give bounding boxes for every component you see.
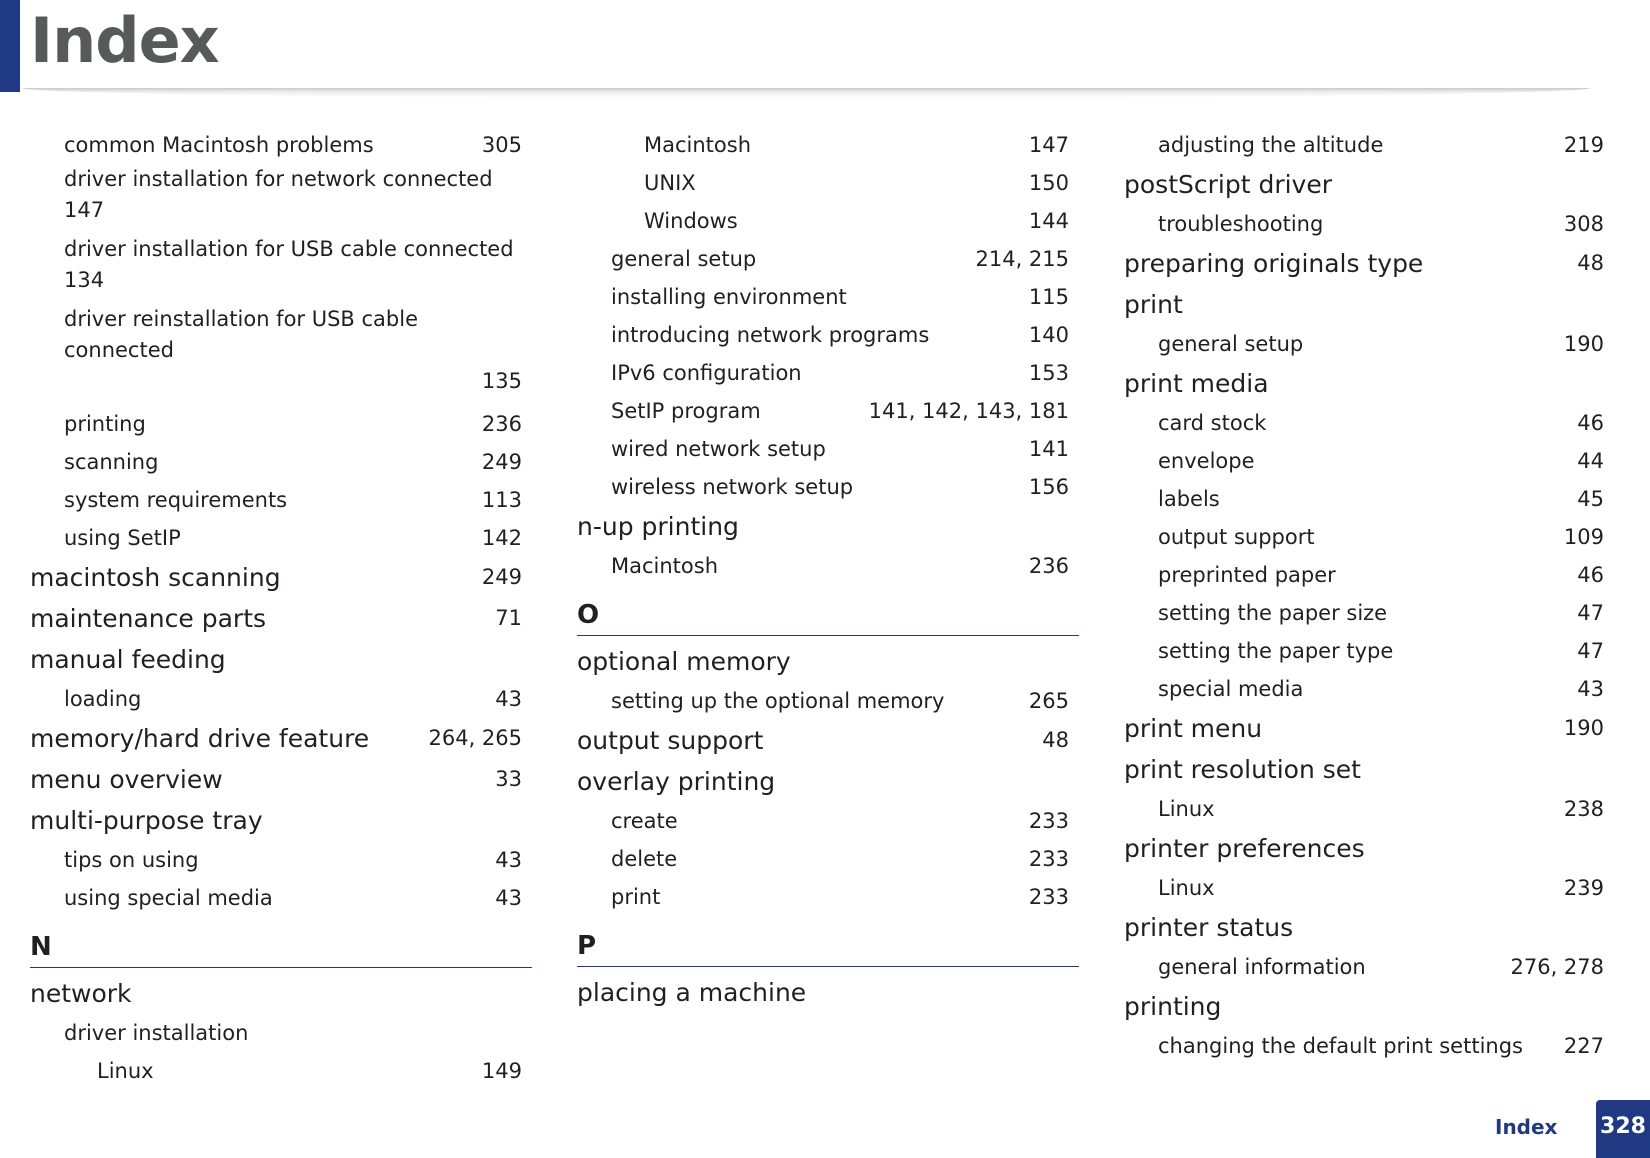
index-term: installing environment bbox=[611, 285, 847, 309]
index-entry bbox=[30, 557, 532, 598]
index-term: print media bbox=[1124, 369, 1269, 398]
index-subentry bbox=[577, 202, 1079, 240]
page-reference[interactable]: 135 bbox=[481, 369, 522, 393]
index-subentry bbox=[30, 879, 532, 917]
page-reference[interactable]: 43 bbox=[495, 687, 522, 711]
index-subentry bbox=[30, 481, 532, 519]
index-term: system requirements bbox=[64, 488, 288, 512]
index-term: card stock bbox=[1158, 411, 1267, 435]
page-reference[interactable]: 141 bbox=[1028, 437, 1069, 461]
index-subentry bbox=[577, 164, 1079, 202]
index-subentry bbox=[30, 1052, 532, 1090]
index-entry bbox=[1124, 986, 1614, 1027]
index-term: printer preferences bbox=[1124, 834, 1365, 863]
index-subentry bbox=[1124, 632, 1614, 670]
index-term: general setup bbox=[611, 247, 757, 271]
index-entry bbox=[30, 759, 532, 800]
page-reference[interactable]: 33 bbox=[495, 767, 522, 791]
page-reference[interactable]: 265 bbox=[1028, 689, 1069, 713]
index-entry bbox=[577, 641, 1079, 682]
index-subentry bbox=[577, 354, 1079, 392]
page-reference[interactable]: 43 bbox=[495, 848, 522, 872]
page-number-badge: 328 bbox=[1596, 1100, 1650, 1158]
index-entry bbox=[30, 639, 532, 680]
index-term: setting the paper size bbox=[1158, 601, 1388, 625]
section-divider bbox=[577, 966, 1079, 967]
index-subentry bbox=[30, 234, 532, 304]
index-term: multi-purpose tray bbox=[30, 806, 263, 835]
index-subentry bbox=[30, 405, 532, 443]
index-term: loading bbox=[64, 687, 142, 711]
section-letter: P bbox=[577, 931, 597, 961]
index-entry bbox=[577, 761, 1079, 802]
page-reference[interactable]: 156 bbox=[1028, 475, 1069, 499]
page-reference[interactable]: 46 bbox=[1577, 411, 1604, 435]
page-reference[interactable]: 48 bbox=[1042, 728, 1069, 752]
index-term: using special media bbox=[64, 886, 273, 910]
index-term: driver installation for network connected bbox=[64, 167, 493, 191]
page-reference[interactable]: 43 bbox=[495, 886, 522, 910]
section-divider bbox=[577, 635, 1079, 636]
index-term: delete bbox=[611, 847, 678, 871]
section-letter: N bbox=[30, 932, 52, 962]
index-term: output support bbox=[1158, 525, 1315, 549]
index-term: special media bbox=[1158, 677, 1304, 701]
index-subentry bbox=[30, 841, 532, 879]
page-reference[interactable]: 153 bbox=[1028, 361, 1069, 385]
page-reference[interactable]: 140 bbox=[1028, 323, 1069, 347]
page-reference[interactable]: 109 bbox=[1563, 525, 1604, 549]
index-term: n-up printing bbox=[577, 512, 739, 541]
index-subentry bbox=[1124, 869, 1614, 907]
index-entry bbox=[577, 972, 1079, 1013]
index-term: wireless network setup bbox=[611, 475, 854, 499]
index-term: Windows bbox=[644, 209, 738, 233]
page-reference[interactable]: 236 bbox=[481, 412, 522, 436]
page-reference[interactable]: 147 bbox=[64, 198, 105, 222]
index-term: setting the paper type bbox=[1158, 639, 1394, 663]
page-reference[interactable]: 264, 265 bbox=[428, 726, 522, 750]
index-subentry bbox=[1124, 948, 1614, 986]
index-subentry bbox=[577, 316, 1079, 354]
page-reference[interactable]: 190 bbox=[1563, 332, 1604, 356]
index-entry bbox=[577, 506, 1079, 547]
index-term: create bbox=[611, 809, 678, 833]
index-subentry bbox=[577, 126, 1079, 164]
index-term: driver installation for USB cable connected bbox=[64, 237, 514, 261]
page-title: Index bbox=[30, 4, 219, 77]
page-reference[interactable]: 46 bbox=[1577, 563, 1604, 587]
index-term: scanning bbox=[64, 450, 159, 474]
footer-label: Index bbox=[1495, 1115, 1558, 1139]
page-reference[interactable]: 150 bbox=[1028, 171, 1069, 195]
index-entry bbox=[1124, 708, 1614, 749]
index-subentry bbox=[577, 840, 1079, 878]
index-term: driver reinstallation for USB cable connected bbox=[64, 307, 419, 362]
index-subentry bbox=[577, 240, 1079, 278]
index-subentry bbox=[1124, 205, 1614, 243]
index-term: Linux bbox=[97, 1059, 154, 1083]
page-reference[interactable]: 239 bbox=[1563, 876, 1604, 900]
index-term: print bbox=[1124, 290, 1183, 319]
index-term: printing bbox=[1124, 992, 1222, 1021]
index-term: optional memory bbox=[577, 647, 791, 676]
index-term: preparing originals type bbox=[1124, 249, 1424, 278]
page-reference[interactable]: 149 bbox=[481, 1059, 522, 1083]
page-reference[interactable]: 47 bbox=[1577, 601, 1604, 625]
page-reference[interactable]: 47 bbox=[1577, 639, 1604, 663]
index-term: overlay printing bbox=[577, 767, 776, 796]
index-term: envelope bbox=[1158, 449, 1255, 473]
index-term: common Macintosh problems bbox=[64, 133, 374, 157]
index-term: tips on using bbox=[64, 848, 199, 872]
index-subentry bbox=[1124, 442, 1614, 480]
index-term: driver installation bbox=[64, 1021, 249, 1045]
index-term: introducing network programs bbox=[611, 323, 930, 347]
index-subentry bbox=[1124, 1027, 1614, 1065]
page-reference[interactable]: 115 bbox=[1028, 285, 1069, 309]
index-entry bbox=[1124, 284, 1614, 325]
index-entry bbox=[30, 973, 532, 1014]
index-term: general information bbox=[1158, 955, 1366, 979]
index-subentry bbox=[1124, 518, 1614, 556]
index-term: Macintosh bbox=[644, 133, 752, 157]
section-letter: O bbox=[577, 600, 600, 630]
index-entry bbox=[1124, 243, 1614, 284]
index-column-2 bbox=[577, 126, 1079, 1013]
index-term: output support bbox=[577, 726, 764, 755]
page-reference[interactable]: 45 bbox=[1577, 487, 1604, 511]
index-subentry bbox=[1124, 325, 1614, 363]
page-reference[interactable]: 147 bbox=[1028, 133, 1069, 157]
index-entry bbox=[1124, 828, 1614, 869]
index-column-1 bbox=[30, 126, 532, 1090]
index-subentry bbox=[577, 682, 1079, 720]
page-reference[interactable]: 308 bbox=[1563, 212, 1604, 236]
page-reference[interactable]: 233 bbox=[1028, 809, 1069, 833]
index-term: menu overview bbox=[30, 765, 223, 794]
index-term: setting up the optional memory bbox=[611, 689, 945, 713]
index-term: memory/hard drive feature bbox=[30, 724, 370, 753]
index-subentry bbox=[30, 443, 532, 481]
index-subentry bbox=[577, 468, 1079, 506]
index-subentry bbox=[30, 126, 532, 164]
index-term: print menu bbox=[1124, 714, 1263, 743]
page-reference[interactable]: 233 bbox=[1028, 847, 1069, 871]
index-term: SetIP program bbox=[611, 399, 761, 423]
page-reference[interactable]: 276, 278 bbox=[1510, 955, 1604, 979]
index-term: print bbox=[611, 885, 661, 909]
index-term: UNIX bbox=[644, 171, 696, 195]
page-reference[interactable]: 249 bbox=[481, 450, 522, 474]
page-reference[interactable]: 227 bbox=[1563, 1034, 1604, 1058]
index-subentry bbox=[1124, 670, 1614, 708]
index-term: manual feeding bbox=[30, 645, 226, 674]
index-term: Macintosh bbox=[611, 554, 719, 578]
index-subentry bbox=[577, 802, 1079, 840]
index-subentry bbox=[1124, 480, 1614, 518]
index-term: wired network setup bbox=[611, 437, 826, 461]
index-term: print resolution set bbox=[1124, 755, 1361, 784]
index-term: maintenance parts bbox=[30, 604, 267, 633]
page-reference[interactable]: 71 bbox=[495, 606, 522, 630]
page-reference[interactable]: 113 bbox=[481, 488, 522, 512]
index-term: Linux bbox=[1158, 876, 1215, 900]
index-subentry bbox=[1124, 594, 1614, 632]
index-entry bbox=[30, 598, 532, 639]
page-reference[interactable]: 48 bbox=[1577, 251, 1604, 275]
index-subentry bbox=[577, 392, 1079, 430]
index-subentry bbox=[1124, 790, 1614, 828]
index-entry bbox=[1124, 749, 1614, 790]
index-term: placing a machine bbox=[577, 978, 807, 1007]
title-divider bbox=[22, 88, 1590, 98]
index-term: printing bbox=[64, 412, 146, 436]
index-entry bbox=[1124, 164, 1614, 205]
page-reference[interactable]: 44 bbox=[1577, 449, 1604, 473]
index-entry bbox=[1124, 363, 1614, 404]
section-divider bbox=[30, 967, 532, 968]
index-subentry bbox=[577, 278, 1079, 316]
page-reference[interactable]: 236 bbox=[1028, 554, 1069, 578]
index-term: network bbox=[30, 979, 132, 1008]
page-reference[interactable]: 144 bbox=[1028, 209, 1069, 233]
index-term: preprinted paper bbox=[1158, 563, 1336, 587]
index-entry bbox=[1124, 907, 1614, 948]
index-term: general setup bbox=[1158, 332, 1304, 356]
page-reference[interactable]: 142 bbox=[481, 526, 522, 550]
page-reference[interactable]: 219 bbox=[1563, 133, 1604, 157]
index-subentry bbox=[30, 164, 532, 234]
index-subentry bbox=[30, 519, 532, 557]
index-term: adjusting the altitude bbox=[1158, 133, 1384, 157]
index-entry bbox=[30, 718, 532, 759]
index-subentry bbox=[30, 304, 532, 405]
page-reference[interactable]: 134 bbox=[64, 268, 105, 292]
title-accent-bar bbox=[0, 0, 20, 92]
page-reference[interactable]: 249 bbox=[481, 565, 522, 589]
index-term: using SetIP bbox=[64, 526, 181, 550]
page-reference[interactable]: 43 bbox=[1577, 677, 1604, 701]
index-term: troubleshooting bbox=[1158, 212, 1324, 236]
index-term: labels bbox=[1158, 487, 1220, 511]
page-reference[interactable]: 190 bbox=[1563, 716, 1604, 740]
index-subentry bbox=[1124, 404, 1614, 442]
index-subentry bbox=[577, 878, 1079, 916]
page-reference[interactable]: 141, 142, 143, 181 bbox=[868, 399, 1069, 423]
index-subentry bbox=[1124, 126, 1614, 164]
index-term: Linux bbox=[1158, 797, 1215, 821]
index-entry bbox=[30, 800, 532, 841]
index-subentry bbox=[30, 680, 532, 718]
index-term: IPv6 configuration bbox=[611, 361, 802, 385]
page-reference[interactable]: 233 bbox=[1028, 885, 1069, 909]
index-term: macintosh scanning bbox=[30, 563, 281, 592]
index-subentry bbox=[30, 1014, 532, 1052]
index-subentry bbox=[577, 547, 1079, 585]
index-term: changing the default print settings bbox=[1158, 1034, 1523, 1058]
page-reference[interactable]: 214, 215 bbox=[975, 247, 1069, 271]
index-subentry bbox=[577, 430, 1079, 468]
index-term: printer status bbox=[1124, 913, 1294, 942]
page-reference[interactable]: 238 bbox=[1563, 797, 1604, 821]
page-reference[interactable]: 305 bbox=[481, 133, 522, 157]
index-column-3 bbox=[1124, 126, 1614, 1065]
index-entry bbox=[577, 720, 1079, 761]
index-term: postScript driver bbox=[1124, 170, 1332, 199]
index-subentry bbox=[1124, 556, 1614, 594]
